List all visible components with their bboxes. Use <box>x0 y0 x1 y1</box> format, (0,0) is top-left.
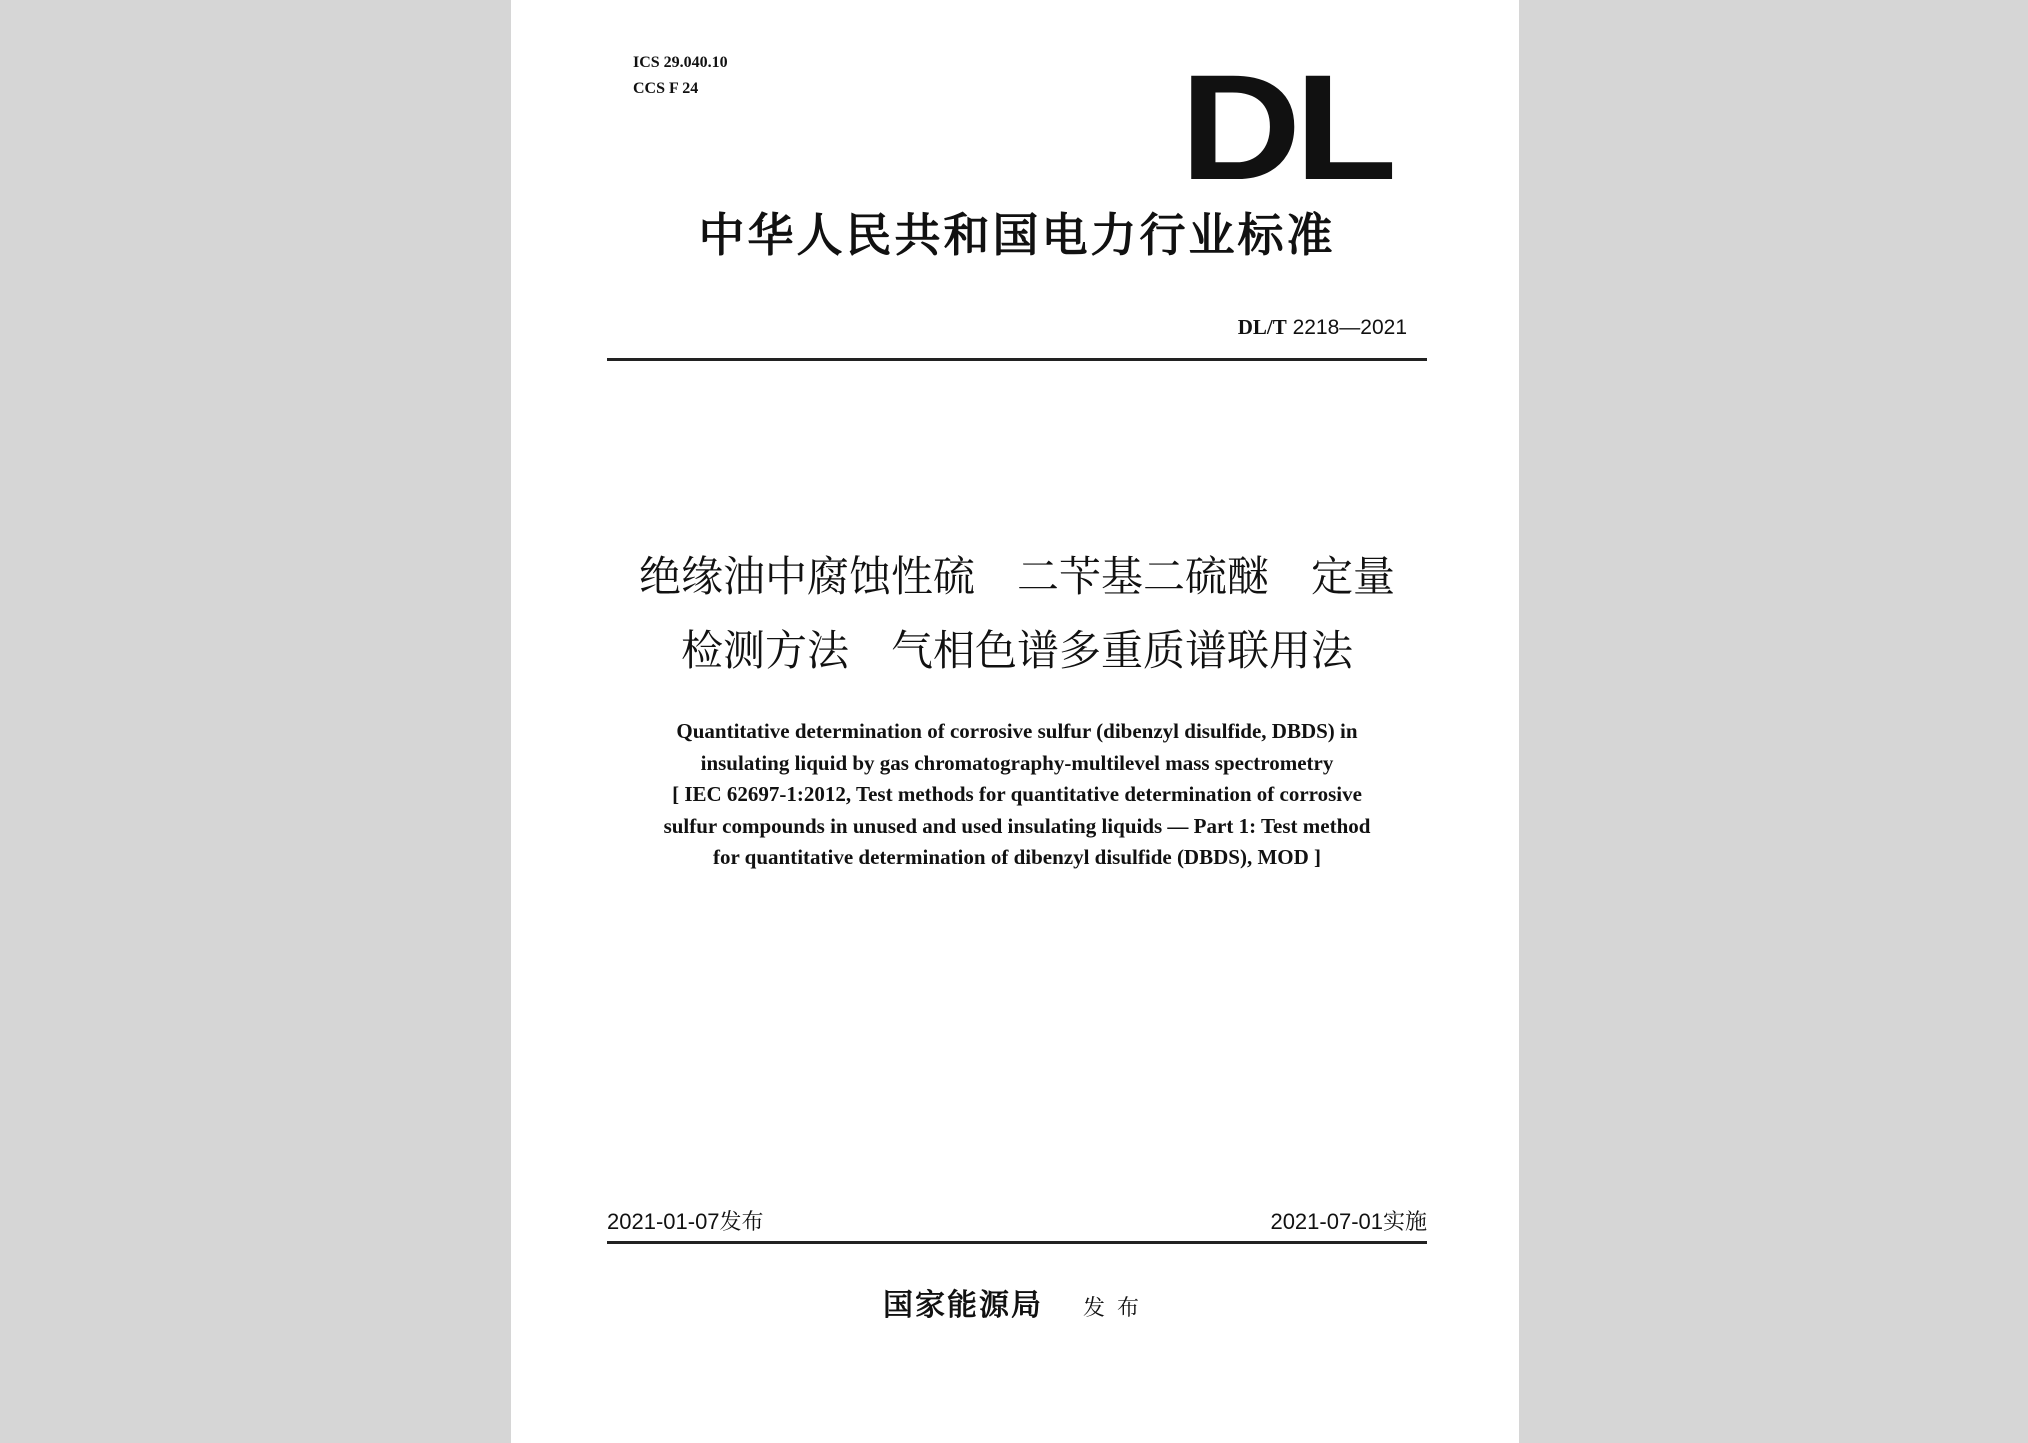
chinese-title-line-1: 绝缘油中腐蚀性硫 二苄基二硫醚 定量 <box>638 552 1395 601</box>
standard-number-prefix: DL/T <box>1237 315 1287 339</box>
ics-code: ICS 29.040.10 <box>633 54 728 71</box>
cover-content <box>607 0 1427 1443</box>
standard-title: 中华人民共和国电力行业标准 <box>698 208 1336 262</box>
implementation-date: 2021-07-01实施 <box>1270 1209 1427 1234</box>
publisher-org: 国家能源局 <box>882 1288 1043 1323</box>
issue-date: 2021-01-07发布 <box>607 1209 764 1234</box>
chinese-title-line-2: 检测方法 气相色谱多重质谱联用法 <box>680 626 1353 675</box>
english-title <box>607 716 1427 874</box>
english-title-line-4: sulfur compounds in unused and used insulating liquids — Part 1: Test method <box>663 813 1371 838</box>
bottom-divider <box>607 1241 1427 1244</box>
english-title-line-3: [ IEC 62697-1:2012, Test methods for quantitative determination of corrosive <box>672 782 1362 806</box>
publisher-action: 发布 <box>1082 1296 1151 1321</box>
english-title-line-5: for quantitative determination of dibenzyl disulfide (DBDS), MOD ] <box>712 845 1322 869</box>
standard-number-value: 2218—2021 <box>1292 316 1407 339</box>
top-divider <box>607 358 1427 361</box>
english-title-line-1: Quantitative determination of corrosive sulfur (dibenzyl disulfide, DBDS) in <box>676 719 1358 743</box>
ccs-code: CCS F 24 <box>633 80 699 97</box>
classification-codes <box>633 50 728 102</box>
chinese-title <box>607 540 1427 688</box>
dl-logo: DL <box>1180 43 1391 211</box>
document-page <box>511 0 1519 1443</box>
publisher <box>607 1284 1427 1331</box>
english-title-line-2: insulating liquid by gas chromatography-multilevel mass spectrometry <box>700 750 1334 775</box>
standard-number <box>1238 313 1407 342</box>
